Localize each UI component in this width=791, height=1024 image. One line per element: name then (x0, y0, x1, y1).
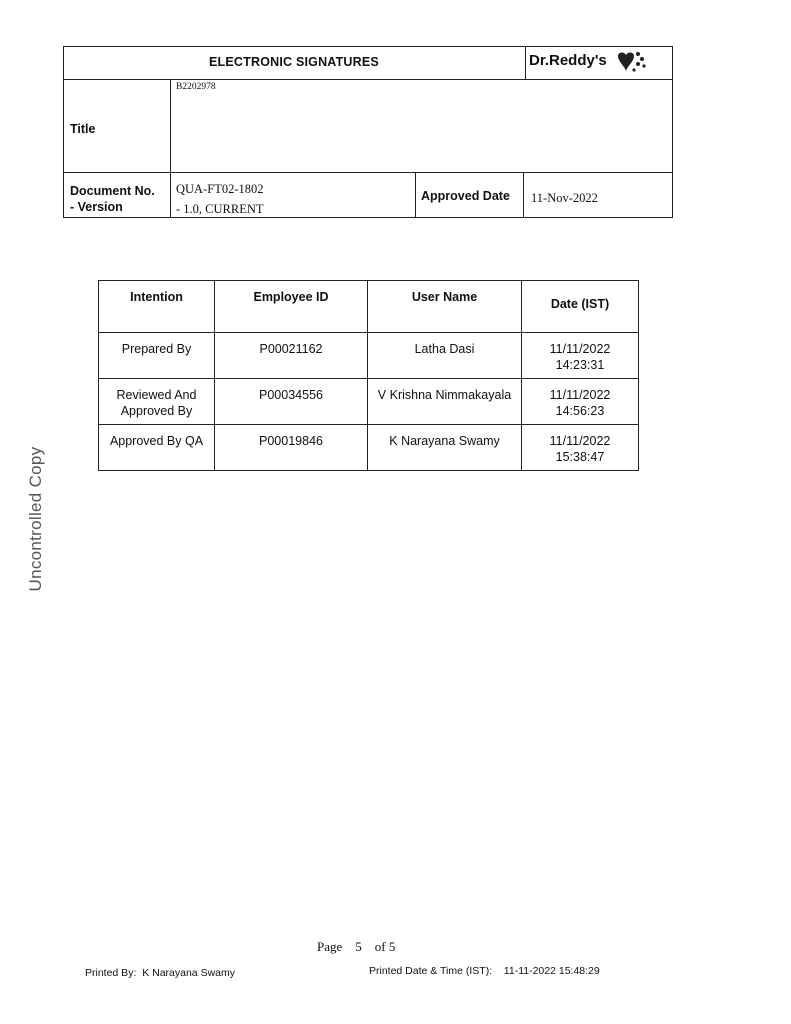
divider (170, 79, 171, 217)
time-value: 14:56:23 (555, 404, 605, 418)
table-row (99, 333, 639, 379)
table-header-row (99, 281, 639, 333)
divider (64, 79, 672, 80)
date-cell (522, 425, 639, 471)
column-header: Date (IST) (522, 281, 639, 333)
title-code: B2202978 (176, 82, 216, 92)
column-header: Employee ID (215, 281, 368, 333)
printed-by (85, 967, 235, 979)
employee-id-cell: P00019846 (215, 425, 368, 471)
doc-no-label-1: Document No. (70, 184, 155, 198)
printed-date-value: 11-11-2022 15:48:29 (503, 965, 600, 977)
time-value: 15:38:47 (555, 450, 605, 464)
uncontrolled-copy-watermark: Uncontrolled Copy (26, 446, 45, 592)
intention-cell: Prepared By (99, 333, 215, 379)
approved-date-label: Approved Date (421, 189, 510, 203)
intention-cell: Approved By QA (99, 425, 215, 471)
printed-date (369, 965, 600, 977)
printed-date-label: Printed Date & Time (IST): (369, 965, 493, 977)
table-row (99, 379, 639, 425)
page-number (317, 939, 395, 955)
date-cell (522, 333, 639, 379)
page-current: 5 (355, 939, 362, 954)
column-header: Intention (99, 281, 215, 333)
printed-by-value: K Narayana Swamy (142, 967, 235, 979)
divider (415, 172, 416, 217)
section-title: ELECTRONIC SIGNATURES (209, 55, 379, 69)
document-version: - 1.0, CURRENT (176, 202, 264, 216)
signatures-table (98, 280, 639, 471)
user-name-cell: Latha Dasi (368, 333, 522, 379)
user-name-cell: V Krishna Nimmakayala (368, 379, 522, 425)
divider (64, 172, 672, 173)
brand-logo-icon (614, 50, 648, 76)
date-value: 11/11/2022 (549, 388, 611, 402)
employee-id-cell: P00021162 (215, 333, 368, 379)
date-cell (522, 379, 639, 425)
column-header: User Name (368, 281, 522, 333)
user-name-cell: K Narayana Swamy (368, 425, 522, 471)
printed-by-label: Printed By: (85, 967, 137, 979)
document-header (63, 46, 673, 218)
brand-logo: Dr.Reddy's (529, 52, 607, 69)
title-label: Title (70, 122, 96, 136)
employee-id-cell: P00034556 (215, 379, 368, 425)
divider (523, 172, 524, 217)
date-value: 11/11/2022 (549, 342, 611, 356)
doc-no-label-2: - Version (70, 200, 123, 214)
time-value: 14:23:31 (555, 358, 605, 372)
date-value: 11/11/2022 (549, 434, 611, 448)
approved-date-value: 11-Nov-2022 (531, 191, 598, 205)
page-total: of 5 (374, 939, 396, 954)
intention-cell: Reviewed And Approved By (99, 379, 215, 425)
table-row (99, 425, 639, 471)
document-number: QUA-FT02-1802 (176, 182, 264, 196)
page-label: Page (317, 939, 343, 954)
divider (525, 47, 526, 79)
